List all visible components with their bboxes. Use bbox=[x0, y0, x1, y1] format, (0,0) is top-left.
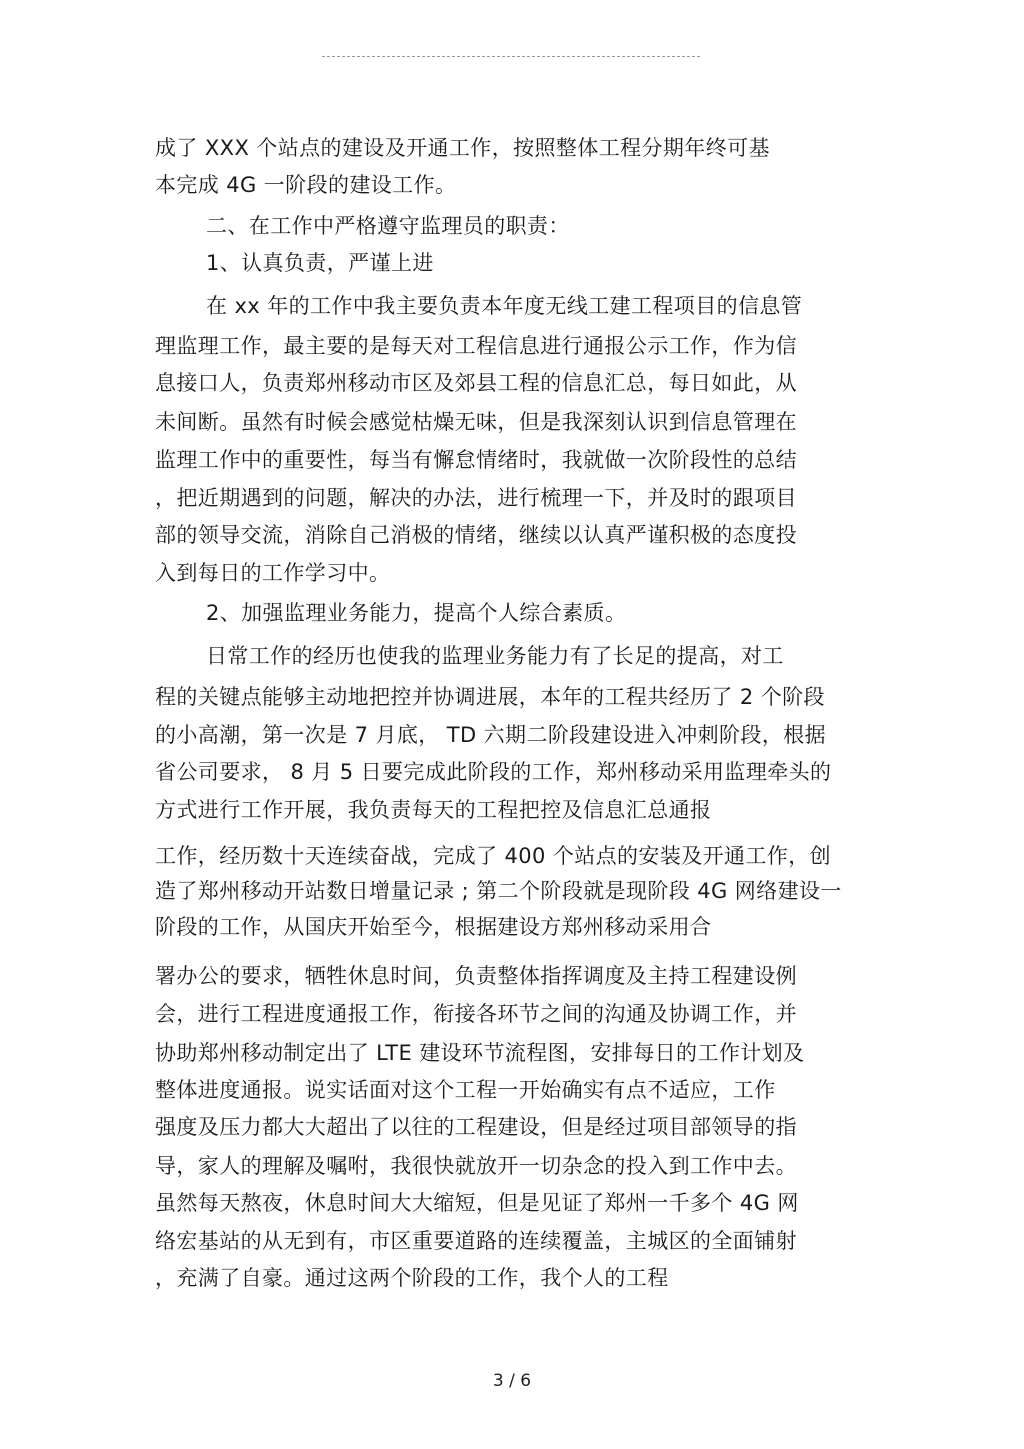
text-line: ，充满了自豪。通过这两个阶段的工作，我个人的工程 bbox=[155, 1266, 669, 1290]
subsection-heading: 2、加强监理业务能力，提高个人综合素质。 bbox=[206, 601, 627, 625]
text-line: 省公司要求， 8 月 5 日要完成此阶段的工作，郑州移动采用监理牵头的 bbox=[155, 760, 832, 784]
text-line: 息接口人，负责郑州移动市区及郊县工程的信息汇总，每日如此，从 bbox=[155, 371, 797, 395]
text-line: 整体进度通报。说实话面对这个工程一开始确实有点不适应，工作 bbox=[155, 1078, 776, 1102]
text-line: 监理工作中的重要性，每当有懈怠情绪时，我就做一次阶段性的总结 bbox=[155, 448, 797, 472]
text-line: 方式进行工作开展，我负责每天的工程把控及信息汇总通报 bbox=[155, 798, 712, 822]
text-line: 的小高潮，第一次是 7 月底， TD 六期二阶段建设进入冲刺阶段，根据 bbox=[155, 723, 827, 747]
text-line: 未间断。虽然有时候会感觉枯燥无味，但是我深刻认识到信息管理在 bbox=[155, 410, 797, 434]
text-line: 日常工作的经历也使我的监理业务能力有了长足的提高，对工 bbox=[206, 644, 784, 668]
text-line: 会，进行工程进度通报工作，衔接各环节之间的沟通及协调工作，并 bbox=[155, 1002, 797, 1026]
text-line: 部的领导交流，消除自己消极的情绪，继续以认真严谨积极的态度投 bbox=[155, 523, 797, 547]
text-line: 强度及压力都大大超出了以往的工程建设，但是经过项目部领导的指 bbox=[155, 1115, 797, 1139]
text-line: 程的关键点能够主动地把控并协调进展，本年的工程共经历了 2 个阶段 bbox=[155, 685, 825, 709]
text-line: ，把近期遇到的问题，解决的办法，进行梳理一下，并及时的跟项目 bbox=[155, 486, 797, 510]
section-heading: 二、在工作中严格遵守监理员的职责： bbox=[206, 214, 570, 238]
text-line: 成了 XXX 个站点的建设及开通工作，按照整体工程分期年终可基 bbox=[155, 136, 770, 160]
text-line: 造了郑州移动开站数日增量记录 ; 第二个阶段就是现阶段 4G 网络建设一 bbox=[155, 879, 842, 903]
page-number: 3 / 6 bbox=[492, 1371, 532, 1391]
text-line: 在 xx 年的工作中我主要负责本年度无线工建工程项目的信息管 bbox=[206, 294, 803, 318]
text-line: 理监理工作，最主要的是每天对工程信息进行通报公示工作，作为信 bbox=[155, 334, 797, 358]
text-line: 协助郑州移动制定出了 LTE 建设环节流程图，安排每日的工作计划及 bbox=[155, 1041, 805, 1065]
text-line: 阶段的工作，从国庆开始至今，根据建设方郑州移动采用合 bbox=[155, 915, 712, 939]
header-divider bbox=[322, 56, 700, 57]
subsection-heading: 1、认真负责，严谨上进 bbox=[206, 251, 434, 275]
text-line: 导，家人的理解及嘱咐，我很快就放开一切杂念的投入到工作中去。 bbox=[155, 1154, 797, 1178]
text-line: 络宏基站的从无到有，市区重要道路的连续覆盖，主城区的全面铺射 bbox=[155, 1229, 797, 1253]
text-line: 虽然每天熬夜，休息时间大大缩短，但是见证了郑州一千多个 4G 网 bbox=[155, 1191, 799, 1215]
text-line: 工作，经历数十天连续奋战，完成了 400 个站点的安装及开通工作，创 bbox=[155, 844, 832, 868]
text-line: 本完成 4G 一阶段的建设工作。 bbox=[155, 173, 457, 197]
text-line: 入到每日的工作学习中。 bbox=[155, 561, 391, 585]
text-line: 署办公的要求，牺牲休息时间，负责整体指挥调度及主持工程建设例 bbox=[155, 964, 797, 988]
